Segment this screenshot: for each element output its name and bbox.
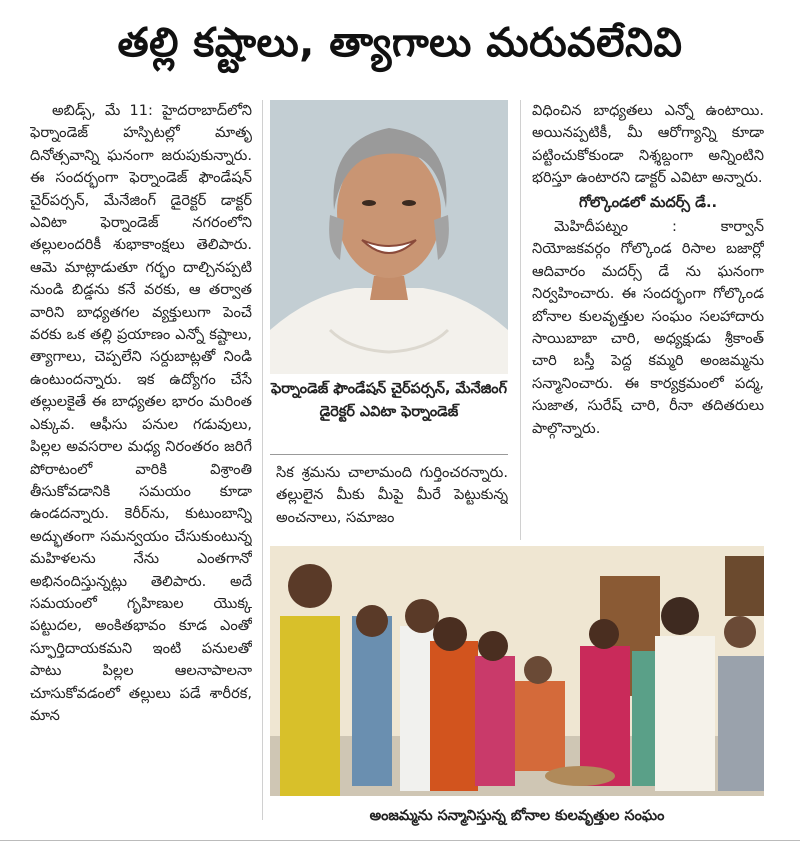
- portrait-photo: [270, 100, 508, 374]
- portrait-caption: ఫెర్నాండెజ్ ఫౌండేషన్ చైర్‌పర్సన్, మేనేజింగ్ డైరెక్టర్ ఎవిటా ఫెర్నాండెజ్: [271, 381, 507, 420]
- right-column-para1: విధించిన బాధ్యతలు ఎన్నో ఉంటాయి. అయినప్పటికీ, మీ ఆరోగ్యాన్ని కూడా పట్టించుకోకుండా నిశ్శబ్దంగా అన్నింటిని భరిస్తూ ఉంటారని డాక్టర్ ఎవిటా అన్నారు.: [532, 102, 764, 187]
- right-column-subhead: గోల్కొండలో మదర్స్ డే..: [578, 193, 718, 211]
- column-divider-left: [262, 100, 263, 820]
- group-photo: [270, 546, 764, 796]
- headline: తల్లి కష్టాలు, త్యాగాలు మరువలేనివి: [117, 20, 683, 66]
- middle-column-text: సిక శ్రమను చాలామంది గుర్తించరన్నారు. తల్లులైన మీకు మీపై మీరే పెట్టుకున్న అంచనాలు, సమాజం: [276, 464, 508, 526]
- left-column-text: అబిడ్స్, మే 11: హైదరాబాద్‌లోని ఫెర్నాండెజ్ హస్పిటల్లో మాతృ దినోత్సవాన్ని ఘనంగా జరుపుకున్నారు. ఈ సందర్భంగా ఫెర్నాండెజ్ ఫౌండేషన్ చైర్‌పర్సన్, మేనేజింగ్ డైరెక్టర్ డాక్టర్ ఎవిటా ఫెర్నాండెజ్ నగరంలోని తల్లులందరికీ శుభాకాంక్షలు తెలిపారు. ఆమె మాట్లాడుతూ గర్భం దాల్చినప్పటి నుండి బిడ్డను కనే వరకు, ఆ తర్వాత వారిని బాధ్యతగల వ్యక్తులుగా పెంచే వరకు ఒక తల్లి ప్రయాణం ఎన్నో కష్టాలు, త్యాగాలు, చెప్పలేని సర్దుబాట్లతో నిండి ఉంటుందన్నారు. ఇక ఉద్యోగం చేసే తల్లులకైతే ఈ బాధ్యతల భారం మరింత ఎక్కువ. ఆఫీసు పనుల గడువులు, పిల్లల అవసరాల మధ్య నిరంతరం జరిగే పోరాటంలో వారికి విశ్రాంతి తీసుకోవడానికి సమయం కూడా ఉండదన్నారు. కెరీర్‌ను, కుటుంబాన్ని అద్భుతంగా సమన్వయం చేసుకుంటున్న మహిళలను నేను ఎంతగానో అభినందిస్తున్నట్లు తెలిపారు. అదే సమయంలో గృహిణుల యొక్క పట్టుదల, అంకితభావం కూడ ఎంతో స్ఫూర్తిదాయకమని ఇంటి పనులతో పాటు పిల్లల ఆలనాపాలనా చూసుకోవడంలో తల్లులు పడే శారీరక, మాన: [30, 102, 252, 724]
- group-photo-caption: అంజమ్మను సన్మానిస్తున్న బోనాల కులవృత్తుల సంఘం: [369, 808, 665, 824]
- bottom-rule: [0, 840, 800, 841]
- left-column: [30, 100, 252, 820]
- middle-column: [276, 462, 508, 542]
- column-divider-right: [520, 100, 521, 540]
- portrait-illustration: [270, 100, 508, 374]
- right-column-para2: మెహిదీపట్నం : కార్వాన్ నియోజకవర్గం గోల్కొండ రిసాల బజార్లో ఆదివారం మదర్స్ డే ను ఘనంగా నిర్వహించారు. ఈ సందర్భంగా గోల్కొండ బోనాల కులవృత్తుల సంఘం సలహాదారు సాయిబాబా చారి, అధ్యక్షుడు శ్రీకాంత్ చారి బస్తీ పెద్ద కమ్మరి అంజమ్మను సన్మానించారు. ఈ కార్యక్రమంలో పద్మ, సుజాత, సురేష్ చారి, రీనా తదితరులు పాల్గొన్నారు.: [532, 218, 764, 437]
- group-illustration: [270, 546, 764, 796]
- caption-rule: [270, 454, 508, 455]
- right-column: [532, 100, 764, 540]
